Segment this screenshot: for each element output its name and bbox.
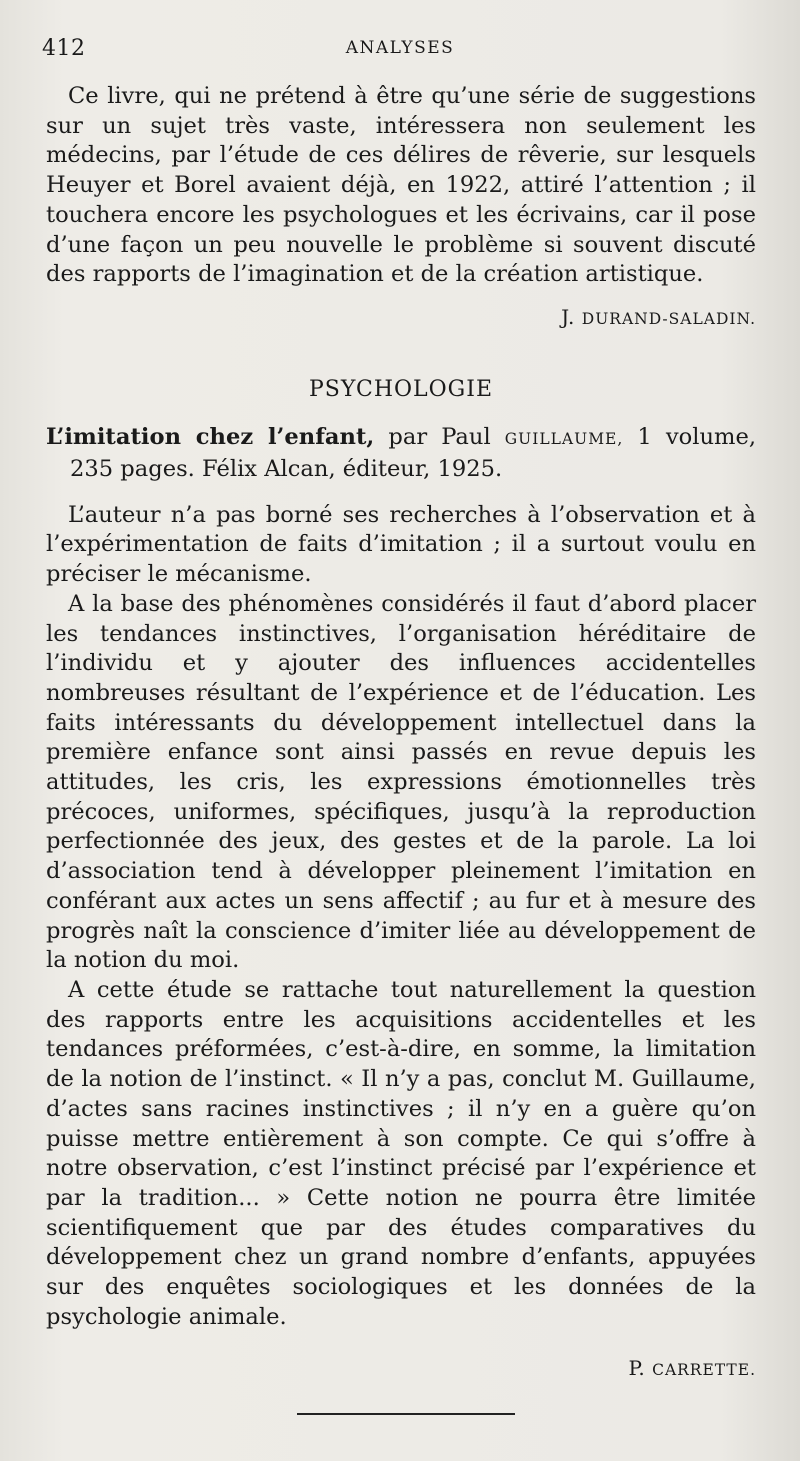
review-paragraph: L’auteur n’a pas borné ses recherches à l’observation et à l’expérimentation de faits d’imitation ; il a surtout voulu en préciser le mécanisme. <box>46 501 756 588</box>
signature-name: CARRETTE. <box>652 1361 756 1380</box>
book-reference <box>46 423 756 484</box>
review-paragraph: Ce livre, qui ne prétend à être qu’une série de suggestions sur un sujet très vaste, intéressera non seulement les médecins, par l’étude de ces délires de rêverie, sur lesquels Heuyer et Borel avaient déjà, en 1922, attiré l’attention ; il touchera encore les psychologues et les écrivains, car il pose d’une façon un peu nouvelle le problème si souvent discuté des rapports de l’imagination et de la création artistique. <box>46 83 756 288</box>
review-signature <box>46 303 756 335</box>
review-paragraph: A cette étude se rattache tout naturellement la question des rapports entre les acquisitions accidentelles et les tendances préformées, c’est-à-dire, en somme, la limitation de la notion de l’instinct. « Il n’y a pas, conclut M. Guillaume, d’actes sans racines instinctives ; il n’y en a guère qu’on puisse mettre entièrement à son compte. Ce qui s’offre à notre observation, c’est l’instinct précisé par l’expérience et par la tradition... » Cette notion ne pourra être limitée scientifiquement que par des études comparatives du développement chez un grand nombre d’enfants, appuyées sur des enquêtes sociologiques et les données de la psychologie animale. <box>46 976 756 1330</box>
article-body <box>46 82 756 1386</box>
signature-initial: J. <box>561 304 575 329</box>
signature-initial: P. <box>628 1356 646 1381</box>
book-title: L’imitation chez l’enfant, <box>46 424 375 451</box>
section-heading: PSYCHOLOGIE <box>308 376 494 402</box>
review-signature <box>46 1354 756 1386</box>
book-by: par Paul <box>388 424 491 451</box>
book-author: GUILLAUME, <box>504 430 624 449</box>
page-number: 412 <box>42 36 86 61</box>
closing-rule <box>297 1413 515 1415</box>
book-details: 1 volume, 235 pages. Félix Alcan, éditeur, 1925. <box>70 424 757 483</box>
review-paragraph: A la base des phénomènes considérés il faut d’abord placer les tendances instinctives, l’organisation héréditaire de l’individu et y ajouter des influences accidentelles nombreuses résultant de l’expérience et de l’éducation. Les faits intéressants du développement intellectuel dans la première enfance sont ainsi passés en revue depuis les attitudes, les cris, les expressions émotionnelles très précoces, uniformes, spécifiques, jusqu’à la reproduction perfectionnée des jeux, des gestes et de la parole. La loi d’association tend à développer pleinement l’imitation en conférant aux actes un sens affectif ; au fur et à mesure des progrès naît la conscience d’imiter liée au développement de la notion du moi. <box>46 590 756 974</box>
running-head <box>0 36 800 66</box>
signature-name: DURAND-SALADIN. <box>581 309 756 328</box>
section-title: ANALYSES <box>345 38 455 58</box>
